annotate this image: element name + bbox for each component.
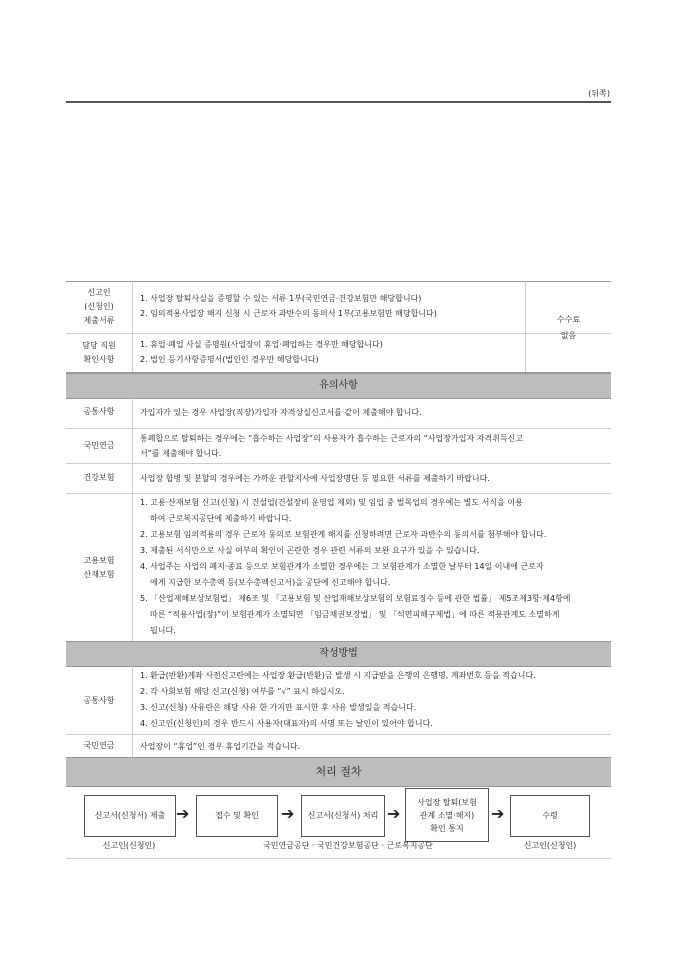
- list-item: 1. 휴업·폐업 사실 증명원(사업장이 휴업·폐업하는 경우만 해당합니다): [140, 340, 383, 349]
- notes-pension-text: 통폐합으로 탈퇴하는 경우에는 “흡수하는 사업장”의 사용자가 흡수하는 근로자의 “사업장가입자 자격취득신고 서”를 제출해야 합니다.: [140, 434, 524, 458]
- step-receive: 수령: [510, 795, 590, 837]
- step-receipt: 접수 및 확인: [196, 795, 278, 837]
- actor-applicant: 신고인(신청인): [102, 841, 156, 850]
- notes-common-text: 가입자가 있는 경우 사업장(직장)가입자 자격상실신고서를 같이 제출해야 합니다.: [140, 408, 422, 417]
- arrow-right-icon: ➔: [176, 804, 190, 823]
- list-item: 1. 사업장 탈퇴사실을 증명할 수 있는 서류 1부(국민연금·건강보험만 해당합니다): [140, 294, 422, 303]
- top-rule: [66, 101, 611, 103]
- list-item: 2. 임의적용사업장 해지 신청 시 근로자 과반수의 동의서 1부(고용보험만 해당합니다): [140, 309, 437, 318]
- notes-label-health: 건강보험: [83, 473, 115, 482]
- notes-employment-text: 1. 고용·산재보험 신고(신청) 시 건설업(건설장비 운영업 제외) 및 임업 중 벌목업의 경우에는 별도 서식을 이용 하여 근로복지공단에 제출하기 바랍니다. 2. 고용보험 임의적용의 경우 근로자 동의로 보험관계 해지를 신청하려면 근로자 과반수의 동의서를 첨부해야 합니다. 3. 제출된 서식만으로 사실 여부의 확인이 곤란한 경우 관련 서류의 보완 요구가 있을 수 있습니다. 4. 사업주는 사업의 폐지·종료 등으로 보험관계가 소멸한 경우에는 그 보험관계가 소멸한 날부터 14일 이내에 근로자 에게 지급한 보수총액 등(보수총액신고서)을 공단에 신고해야 합니다. 5. 「산업재해보상보험법」 제6조 및 「고용보험 및 산업재해보상보험의 보험료징수 등에 관한 법률」 제5조제3항·제4항에 따른 “적용사업(장)”이 보험관계가 소멸되면 「임금채권보장법」 및 「석면피해구제법」에 따른 적용관계도 소멸하게 됩니다.: [140, 498, 571, 635]
- page-side-label: (뒤쪽): [588, 89, 610, 98]
- notes-label-common: 공통사항: [83, 407, 115, 416]
- arrow-right-icon: ➔: [491, 804, 505, 823]
- notes-health-text: 사업장 합병 및 분할의 경우에는 가까운 관할지사에 사업장명단 등 필요한 서류를 제출하기 바랍니다.: [140, 474, 490, 483]
- staff-check-label: 담당 직원 확인사항: [82, 341, 116, 364]
- method-title: 작성방법: [66, 641, 611, 667]
- actor-agencies: 국민연금공단 · 국민건강보험공단 · 근로복지공단: [263, 841, 433, 850]
- method-pension-text: 사업장이 “휴업”인 경우 휴업기간을 적습니다.: [140, 742, 301, 751]
- applicant-docs-list: [140, 291, 520, 321]
- method-label-pension: 국민연금: [83, 741, 115, 750]
- step-process: 신고서(신청서) 처리: [301, 795, 385, 837]
- method-common-text: 1. 환급(반환)계좌 사전신고란에는 사업장 환급(반환)금 발생 시 지급받을 은행의 은행명, 계좌번호 등을 적습니다. 2. 각 사회보험 해당 신고(신청) 여부를 “√” 표시 하십시오. 3. 신고(신청) 사유란은 해당 사유 한 가지만 표시한 후 사유 발생일을 적습니다. 4. 신고인(신청인)의 경우 반드시 사용자(대표자)의 서명 또는 날인이 있어야 합니다.: [140, 671, 536, 728]
- step-notify: 사업장 탈퇴(보험 관계 소멸·해지) 확인 통지: [405, 788, 489, 842]
- list-item: 2. 법인 등기사항증명서(법인인 경우만 해당합니다): [140, 355, 319, 364]
- method-label-common: 공통사항: [83, 696, 115, 705]
- notes-label-employment: 고용보험 산재보험: [83, 556, 115, 579]
- actor-recipient: 신고인(신청인): [523, 841, 577, 850]
- notes-title: 유의사항: [66, 373, 611, 399]
- applicant-docs-label: 신고인 (신청인) 제출서류: [83, 288, 115, 325]
- fee-cell: 수수료 없음: [556, 315, 581, 340]
- notes-label-pension: 국민연금: [83, 441, 115, 450]
- arrow-right-icon: ➔: [281, 804, 295, 823]
- procedure-title: 처리 절차: [66, 757, 611, 787]
- staff-check-list: [140, 337, 520, 367]
- arrow-right-icon: ➔: [387, 804, 401, 823]
- step-submit: 신고서(신청서) 제출: [84, 795, 176, 837]
